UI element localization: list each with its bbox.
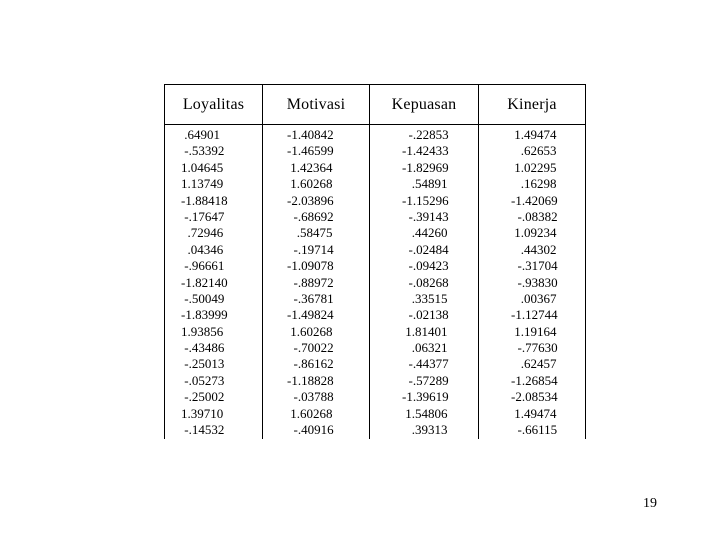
table-cell: -1.82140 — [181, 274, 228, 290]
table-cell: 1.04645 — [181, 159, 224, 175]
table-cell: -.17647 — [181, 208, 225, 224]
table-cell: 1.39710 — [181, 405, 224, 421]
table-cell: -.93830 — [511, 274, 558, 290]
column-kepuasan — [369, 125, 478, 439]
table-cell: -.03788 — [287, 389, 334, 405]
table-cell: 1.81401 — [402, 323, 448, 339]
table-cell: 1.93856 — [181, 323, 224, 339]
column-kinerja — [478, 125, 585, 439]
table-cell: -.50049 — [181, 290, 225, 306]
table-cell: .62457 — [511, 356, 557, 372]
table-cell: -.36781 — [287, 290, 334, 306]
table-cell: -.96661 — [181, 258, 225, 274]
header-kinerja: Kinerja — [478, 85, 585, 124]
table-cell: -.09423 — [402, 258, 449, 274]
table-cell: 1.42364 — [287, 159, 333, 175]
column-loyalitas — [165, 125, 262, 439]
table-cell: .39313 — [402, 422, 448, 438]
table-cell: -1.49824 — [287, 307, 334, 323]
table-cell: .54891 — [402, 176, 448, 192]
table-cell: -.25002 — [181, 389, 225, 405]
table-cell: 1.60268 — [287, 323, 333, 339]
table-cell: .00367 — [511, 290, 557, 306]
data-table — [164, 84, 586, 439]
header-kepuasan: Kepuasan — [369, 85, 478, 124]
table-cell: -.22853 — [402, 127, 449, 142]
table-cell: -.44377 — [402, 356, 449, 372]
table-cell: -1.42069 — [511, 192, 558, 208]
table-cell: -.57289 — [402, 372, 449, 388]
table-cell: .72946 — [181, 225, 224, 241]
table-cell: .44302 — [511, 241, 557, 257]
table-cell: -1.18828 — [287, 372, 334, 388]
table-cell: .06321 — [402, 340, 448, 356]
table-cell: -2.03896 — [287, 192, 334, 208]
table-cell: -1.12744 — [511, 307, 558, 323]
table-cell: -.43486 — [181, 340, 225, 356]
table-cell: 1.54806 — [402, 405, 448, 421]
table-cell: -1.82969 — [402, 159, 449, 175]
table-cell: 1.49474 — [511, 405, 557, 421]
table-cell: -.31704 — [511, 258, 558, 274]
table-cell: -1.39619 — [402, 389, 449, 405]
table-cell: -1.83999 — [181, 307, 228, 323]
table-cell: -.66115 — [511, 422, 558, 438]
table-cell: 1.13749 — [181, 176, 224, 192]
table-cell: -1.09078 — [287, 258, 334, 274]
table-cell: .64901 — [181, 127, 220, 142]
page-number: 19 — [643, 496, 657, 511]
table-cell: -.40916 — [287, 422, 334, 438]
table-cell: -.02138 — [402, 307, 449, 323]
table-cell: -1.88418 — [181, 192, 228, 208]
header-loyalitas: Loyalitas — [182, 95, 245, 113]
table-body — [165, 125, 585, 439]
table-cell: -1.46599 — [287, 143, 334, 159]
table-cell: -.86162 — [287, 356, 334, 372]
table-cell: -.88972 — [287, 274, 334, 290]
table-cell: -.68692 — [287, 208, 334, 224]
header-motivasi: Motivasi — [262, 85, 369, 124]
table-cell: -1.42433 — [402, 143, 449, 159]
table-cell: -.39143 — [402, 208, 449, 224]
table-cell: .16298 — [511, 176, 557, 192]
table-cell: -.19714 — [287, 241, 334, 257]
table-cell: .04346 — [181, 241, 224, 257]
table-cell: 1.60268 — [287, 405, 333, 421]
table-cell: 1.09234 — [511, 225, 557, 241]
column-motivasi — [262, 125, 369, 439]
table-cell: -.53392 — [181, 143, 225, 159]
table-cell: 1.49474 — [511, 127, 557, 142]
table-cell: -.05273 — [181, 372, 225, 388]
table-cell: -1.15296 — [402, 192, 449, 208]
table-cell: -2.08534 — [511, 389, 558, 405]
table-cell: .33515 — [402, 290, 448, 306]
table-cell: -.08382 — [511, 208, 558, 224]
table-cell: 1.60268 — [287, 176, 333, 192]
table-cell: -.77630 — [511, 340, 558, 356]
table-cell: 1.19164 — [511, 323, 557, 339]
table-cell: 1.02295 — [511, 159, 557, 175]
table-cell: -1.40842 — [287, 127, 334, 142]
table-cell: .44260 — [402, 225, 448, 241]
table-cell: -.02484 — [402, 241, 449, 257]
table-cell: -1.26854 — [511, 372, 558, 388]
table-cell: -.25013 — [181, 356, 225, 372]
table-cell: -.14532 — [181, 422, 225, 438]
table-cell: .58475 — [287, 225, 333, 241]
table-header-row — [165, 85, 585, 125]
table-cell: .62653 — [511, 143, 557, 159]
table-cell: -.70022 — [287, 340, 334, 356]
table-cell: -.08268 — [402, 274, 449, 290]
